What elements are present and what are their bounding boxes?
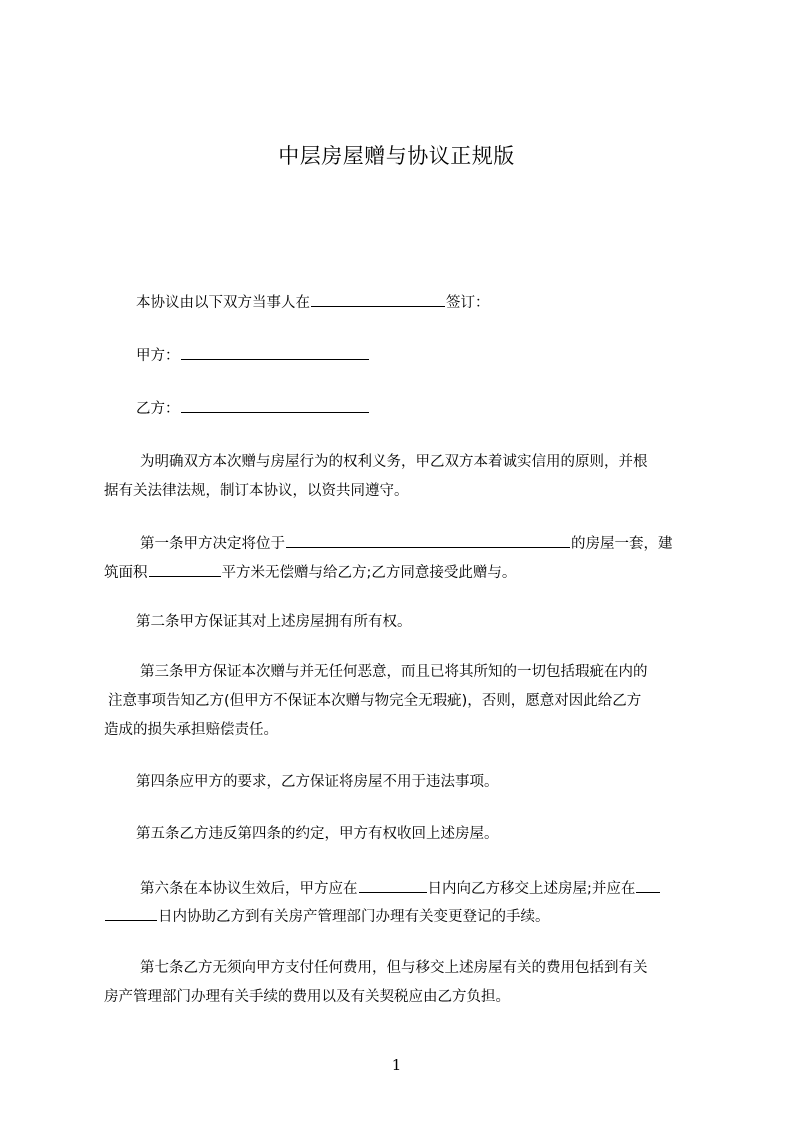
purpose-line-2: 据有关法律法规，制订本协议，以资共同遵守。 — [104, 483, 409, 499]
article-1-text-2: 的房屋一套，建 — [571, 536, 673, 552]
party-a-line — [136, 345, 370, 366]
article-1-line-2 — [104, 562, 516, 583]
article-6-text-1: 第六条在本协议生效后，甲方应在 — [140, 881, 358, 897]
party-b-label: 乙方： — [136, 401, 180, 417]
intro-line — [136, 292, 490, 313]
article-6-line-1 — [140, 878, 661, 899]
article-4: 第四条应甲方的要求，乙方保证将房屋不用于违法事项。 — [136, 774, 499, 790]
article-1-text-4: 平方米无偿赠与给乙方;乙方同意接受此赠与。 — [221, 565, 517, 581]
article-3-line-2: 注意事项告知乙方(但甲方不保证本次赠与物完全无瑕疵)，否则，愿意对因此给乙方 — [108, 693, 642, 709]
intro-text-after: 签订： — [446, 295, 490, 311]
article-6-line-2 — [104, 906, 550, 927]
signing-place-blank — [311, 292, 445, 307]
article-5: 第五条乙方违反第四条的约定，甲方有权收回上述房屋。 — [136, 826, 499, 842]
party-b-blank — [181, 398, 369, 413]
party-a-label: 甲方： — [136, 348, 180, 364]
registration-days-blank-start — [636, 878, 660, 893]
party-a-blank — [181, 345, 369, 360]
purpose-line-1: 为明确双方本次赠与房屋行为的权利义务，甲乙双方本着诚实信用的原则，并根 — [140, 454, 648, 470]
article-1-line-1 — [140, 533, 673, 554]
article-6-text-2: 日内向乙方移交上述房屋;并应在 — [427, 881, 636, 897]
party-b-line — [136, 398, 370, 419]
article-3-line-1: 第三条甲方保证本次赠与并无任何恶意，而且已将其所知的一切包括瑕疵在内的 — [140, 664, 648, 680]
article-2: 第二条甲方保证其对上述房屋拥有所有权。 — [136, 614, 412, 630]
article-6-text-3: 日内协助乙方到有关房产管理部门办理有关变更登记的手续。 — [158, 909, 550, 925]
article-1-text-1: 第一条甲方决定将位于 — [140, 536, 285, 552]
intro-text-before: 本协议由以下双方当事人在 — [136, 295, 310, 311]
building-area-blank — [149, 562, 221, 577]
document-title: 中层房屋赠与协议正规版 — [278, 144, 515, 168]
article-7-line-2: 房产管理部门办理有关手续的费用以及有关契税应由乙方负担。 — [104, 989, 510, 1005]
article-1-text-3: 筑面积 — [104, 565, 148, 581]
registration-days-blank-end — [105, 906, 157, 921]
article-3-line-3: 造成的损失承担赔偿责任。 — [104, 722, 278, 738]
property-location-blank — [286, 533, 570, 548]
page-number: 1 — [391, 1056, 402, 1074]
article-7-line-1: 第七条乙方无须向甲方支付任何费用，但与移交上述房屋有关的费用包括到有关 — [140, 960, 648, 976]
handover-days-blank — [359, 878, 427, 893]
